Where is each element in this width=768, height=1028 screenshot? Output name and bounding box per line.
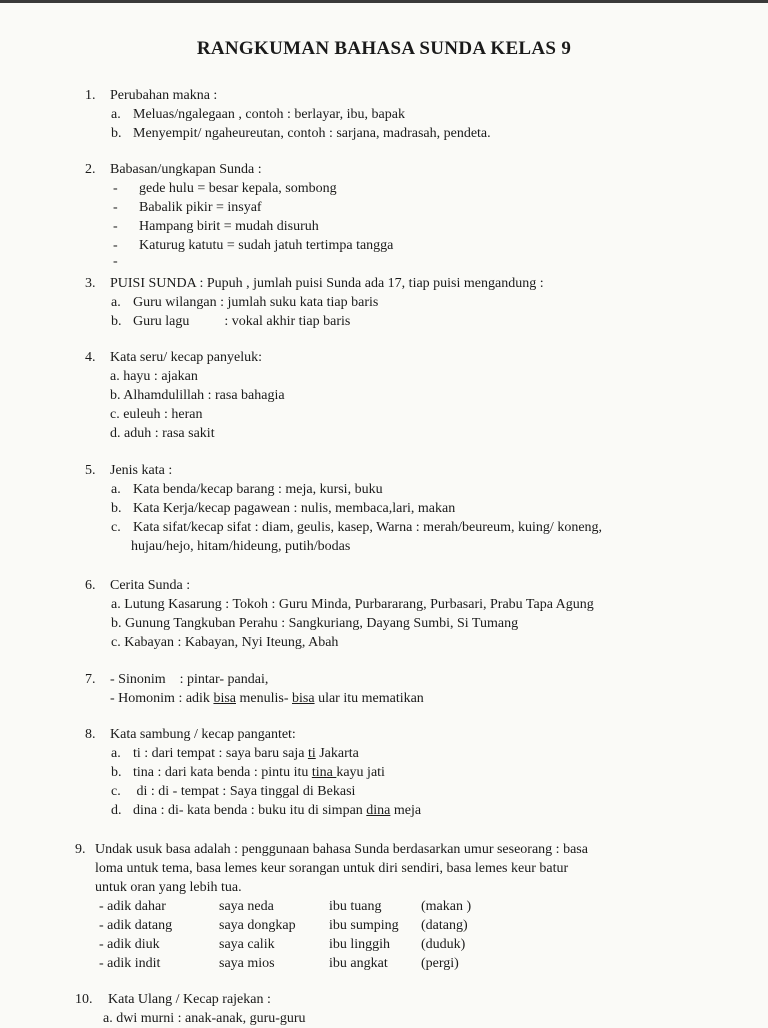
table-cell: ibu angkat	[329, 956, 388, 971]
item-marker: a.	[111, 295, 121, 310]
item-marker: -	[113, 181, 118, 196]
list-item	[85, 198, 728, 217]
item-text: gede hulu = besar kepala, sombong	[139, 181, 337, 196]
section-5	[85, 461, 728, 556]
underlined-word: tina	[311, 765, 337, 780]
list-item	[85, 801, 728, 820]
item-text: kayu jati	[336, 765, 385, 780]
section-heading: Kata sambung / kecap pangantet:	[110, 727, 296, 742]
section-heading: Perubahan makna :	[110, 88, 218, 103]
item-text: Kata benda/kecap barang : meja, kursi, buku	[133, 482, 383, 497]
section-1	[85, 86, 728, 143]
underlined-word: bisa	[213, 691, 236, 706]
section-number: 3.	[85, 276, 96, 291]
list-item	[85, 744, 728, 763]
section-number: 1.	[85, 88, 96, 103]
table-cell: saya neda	[219, 899, 274, 914]
table-cell: ibu tuang	[329, 899, 382, 914]
item-text: Jakarta	[315, 746, 359, 761]
item-text: tina : dari kata benda : pintu itu	[133, 765, 312, 780]
item-text: ti : dari tempat : saya baru saja	[133, 746, 308, 761]
section-7	[85, 670, 728, 708]
section-heading: Cerita Sunda :	[110, 578, 191, 593]
item-text: Kata Kerja/kecap pagawean : nulis, membaca,lari, makan	[133, 501, 456, 516]
list-item	[85, 293, 728, 312]
list-item: d. aduh : rasa sakit	[110, 426, 215, 441]
table-cell: ibu linggih	[329, 937, 391, 952]
item-marker: a.	[111, 482, 121, 497]
list-item	[85, 312, 728, 331]
list-item	[85, 179, 728, 198]
paragraph-line: Undak usuk basa adalah : penggunaan bahasa Sunda berdasarkan umur seseorang : basa	[95, 842, 588, 857]
list-item	[85, 236, 728, 255]
section-2	[85, 160, 728, 269]
item-text: di : di - tempat : Saya tinggal di Bekasi	[133, 784, 356, 799]
list-item: c. Kabayan : Kabayan, Nyi Iteung, Abah	[111, 635, 339, 650]
item-text: Katurug katutu = sudah jatuh tertimpa tangga	[139, 238, 394, 253]
table-cell: (duduk)	[421, 937, 466, 952]
list-item: a. Lutung Kasarung : Tokoh : Guru Minda, Purbararang, Purbasari, Prabu Tapa Agung	[111, 597, 594, 612]
underlined-word: dina	[366, 803, 391, 818]
table-cell: saya dongkap	[219, 918, 296, 933]
list-item	[85, 518, 728, 537]
section-3	[85, 274, 728, 331]
homonym-text: ular itu mematikan	[314, 691, 424, 706]
item-marker: -	[113, 200, 118, 215]
item-text: Hampang birit = mudah disuruh	[139, 219, 319, 234]
section-number: 8.	[85, 727, 96, 742]
item-marker: b.	[111, 765, 122, 780]
item-text: Kata sifat/kecap sifat : diam, geulis, kasep, Warna : merah/beureum, kuing/ koneng,	[133, 520, 603, 535]
section-number: 7.	[85, 672, 96, 687]
item-text: meja	[390, 803, 422, 818]
section-number: 2.	[85, 162, 96, 177]
item-marker: c.	[111, 520, 121, 535]
table-cell: - adik datang	[99, 918, 173, 933]
section-number: 4.	[85, 350, 96, 365]
list-item	[85, 217, 728, 236]
table-cell: ibu sumping	[329, 918, 399, 933]
item-text: Guru wilangan : jumlah suku kata tiap baris	[133, 295, 379, 310]
section-number: 6.	[85, 578, 96, 593]
item-marker: b.	[111, 314, 122, 329]
section-number: 5.	[85, 463, 96, 478]
section-heading: Babasan/ungkapan Sunda :	[110, 162, 262, 177]
synonym-line: - Sinonim : pintar- pandai,	[110, 672, 269, 687]
list-item: b. Alhamdulillah : rasa bahagia	[110, 388, 285, 403]
politeness-table	[75, 897, 728, 973]
homonym-text: - Homonim : adik	[110, 691, 214, 706]
paragraph-line: loma untuk tema, basa lemes keur sorangan untuk diri sendiri, basa lemes keur batur	[95, 861, 569, 876]
item-marker: a.	[111, 107, 121, 122]
scan-border	[0, 0, 768, 3]
list-item	[85, 255, 728, 269]
table-cell: - adik indit	[99, 956, 161, 971]
item-text: Guru lagu : vokal akhir tiap baris	[133, 314, 351, 329]
list-item-continuation: hujau/hejo, hitam/hideung, putih/bodas	[131, 539, 351, 554]
item-text: Menyempit/ ngaheureutan, contoh : sarjana, madrasah, pendeta.	[133, 126, 491, 141]
section-6	[85, 576, 728, 652]
item-text: dina : di- kata benda : buku itu di simpan	[133, 803, 367, 818]
item-marker: -	[113, 238, 118, 253]
section-heading: PUISI SUNDA : Pupuh , jumlah puisi Sunda ada 17, tiap puisi mengandung :	[110, 276, 544, 291]
item-text: Meluas/ngalegaan , contoh : berlayar, ibu, bapak	[133, 107, 405, 122]
item-text: Babalik pikir = insyaf	[139, 200, 262, 215]
table-cell: (makan )	[421, 899, 472, 914]
page-title: RANGKUMAN BAHASA SUNDA KELAS 9	[196, 38, 572, 59]
section-heading: Jenis kata :	[110, 463, 173, 478]
list-item: a. hayu : ajakan	[110, 369, 198, 384]
item-marker: b.	[111, 501, 122, 516]
list-item: a. dwi murni : anak-anak, guru-guru	[103, 1011, 306, 1026]
list-item	[85, 763, 728, 782]
item-marker: c.	[111, 784, 121, 799]
homonym-line	[85, 689, 728, 708]
list-item: b. Gunung Tangkuban Perahu : Sangkuriang, Dayang Sumbi, Si Tumang	[111, 616, 519, 631]
item-marker: -	[113, 219, 118, 234]
section-heading: Kata seru/ kecap panyeluk:	[110, 350, 262, 365]
list-item	[85, 105, 728, 124]
item-marker: b.	[111, 126, 122, 141]
item-marker: a.	[111, 746, 121, 761]
item-marker: d.	[111, 803, 122, 818]
list-item: c. euleuh : heran	[110, 407, 203, 422]
table-cell: - adik dahar	[99, 899, 166, 914]
item-marker: -	[113, 254, 118, 269]
section-8	[85, 725, 728, 820]
underlined-word: bisa	[292, 691, 315, 706]
table-cell: - adik diuk	[99, 937, 160, 952]
section-9	[75, 840, 728, 973]
underlined-word: ti	[307, 746, 316, 761]
paragraph-line: untuk oran yang lebih tua.	[95, 880, 242, 895]
list-item	[85, 480, 728, 499]
table-cell: saya calik	[219, 937, 275, 952]
section-10	[75, 990, 728, 1028]
section-4	[85, 348, 728, 443]
homonym-text: menulis-	[236, 691, 292, 706]
list-item	[85, 782, 728, 801]
list-item	[85, 499, 728, 518]
section-heading: Kata Ulang / Kecap rajekan :	[108, 992, 271, 1007]
table-cell: (pergi)	[421, 956, 459, 971]
list-item	[85, 124, 728, 143]
section-number: 9.	[75, 842, 86, 857]
table-cell: (datang)	[421, 918, 468, 933]
section-number: 10.	[75, 992, 93, 1007]
table-cell: saya mios	[219, 956, 275, 971]
